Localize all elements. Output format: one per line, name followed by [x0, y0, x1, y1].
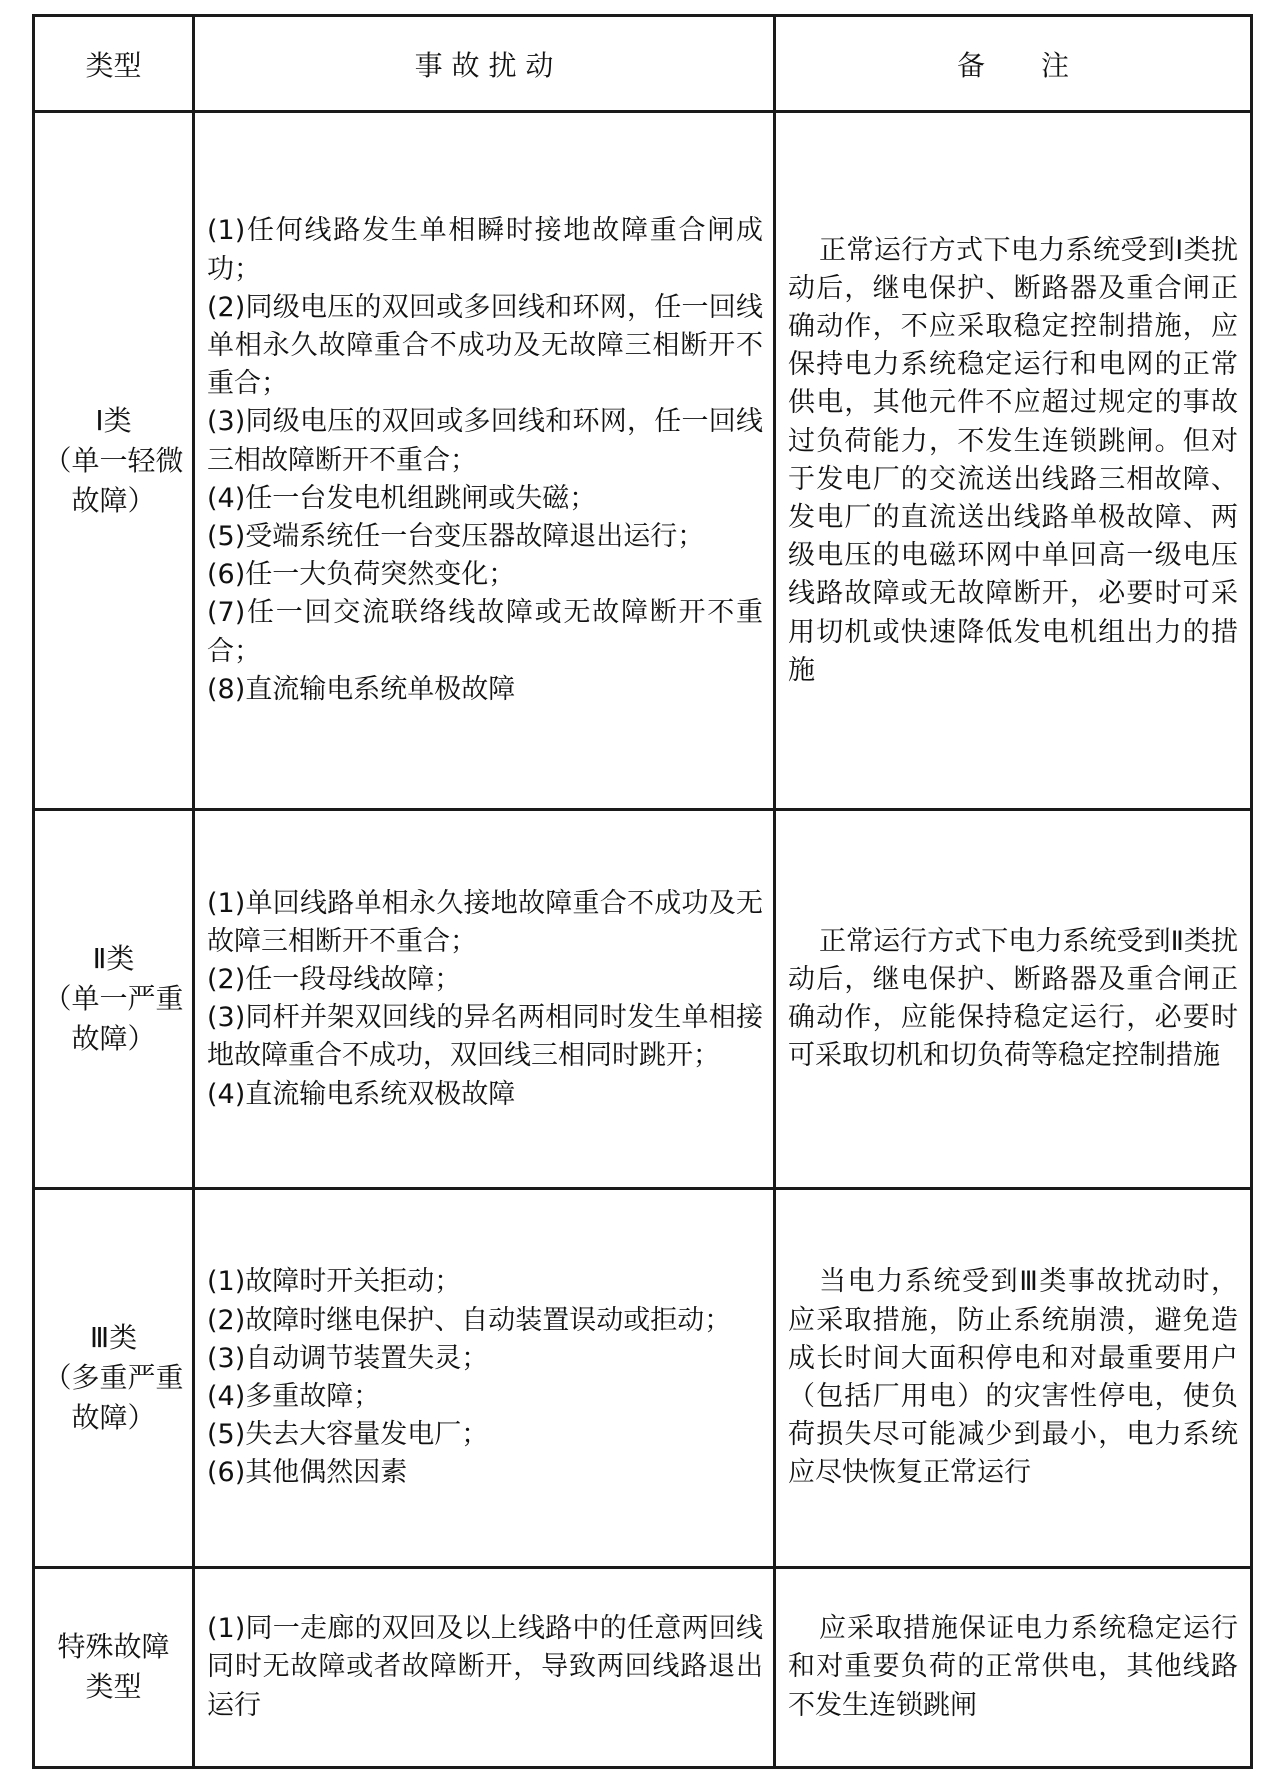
header-event: 事 故 扰 动 [194, 16, 775, 112]
event-item: (5)失去大容量发电厂； [207, 1419, 489, 1451]
type-label: （多重严重 [43, 1361, 184, 1395]
event-item: (4)多重故障； [207, 1381, 381, 1413]
event-cell [194, 112, 775, 810]
type-label: Ⅰ类 [95, 403, 132, 437]
event-cell [194, 810, 775, 1189]
note-text: 正常运行方式下电力系统受到Ⅰ类扰动后，继电保护、断路器及重合闸正确动作，不应采取稳定控制措施，应保持电力系统稳定运行和电网的正常供电，其他元件不应超过规定的事故过负荷能力，不发生连锁跳闸。但对于发电厂的交流送出线路三相故障、发电厂的直流送出线路单极故障、两级电压的电磁环网中单回高一级电压线路故障或无故障断开，必要时可采用切机或快速降低发电机组出力的措施 [788, 234, 1238, 686]
event-item: (2)故障时继电保护、自动装置误动或拒动； [207, 1304, 732, 1336]
note-cell [775, 810, 1252, 1189]
note-text: 正常运行方式下电力系统受到Ⅱ类扰动后，继电保护、断路器及重合闸正确动作，应能保持稳定运行，必要时可采取切机和切负荷等稳定控制措施 [788, 925, 1238, 1072]
type-cell [34, 1189, 194, 1568]
event-item: (6)任一大负荷突然变化； [207, 559, 516, 591]
type-label: （单一轻微 [43, 443, 184, 477]
note-cell [775, 112, 1252, 810]
note-cell [775, 1567, 1252, 1767]
type-label: 故障） [71, 483, 156, 517]
table-row-class-1 [34, 112, 1252, 810]
type-label: （单一严重 [43, 982, 184, 1016]
table-row-special [34, 1567, 1252, 1767]
event-item: (2)任一段母线故障； [207, 964, 462, 996]
type-cell [34, 810, 194, 1189]
event-item: (4)任一台发电机组跳闸或失磁； [207, 482, 597, 514]
event-item: (3)自动调节装置失灵； [207, 1342, 489, 1374]
event-item: (1)故障时开关拒动； [207, 1266, 462, 1298]
note-cell [775, 1189, 1252, 1568]
event-item: (4)直流输电系统双极故障 [207, 1078, 516, 1110]
event-cell [194, 1189, 775, 1568]
event-item: (3)同级电压的双回或多回线和环网，任一回线三相故障断开不重合； [207, 406, 763, 476]
event-item: (5)受端系统任一台变压器故障退出运行； [207, 521, 705, 553]
type-cell [34, 1567, 194, 1767]
table-header-row [34, 16, 1252, 112]
type-label: 故障） [71, 1401, 156, 1435]
event-item: (6)其他偶然因素 [207, 1457, 408, 1489]
table-row-class-2 [34, 810, 1252, 1189]
event-item: (1)任何线路发生单相瞬时接地故障重合闸成功； [207, 215, 763, 285]
note-text: 当电力系统受到Ⅲ类事故扰动时，应采取措施，防止系统崩溃，避免造成长时间大面积停电和对最重要用户（包括厂用电）的灾害性停电，使负荷损失尽可能减少到最小，电力系统应尽快恢复正常运行 [788, 1266, 1238, 1489]
note-text: 应采取措施保证电力系统稳定运行和对重要负荷的正常供电，其他线路不发生连锁跳闸 [788, 1613, 1238, 1721]
event-cell [194, 1567, 775, 1767]
type-label: 特殊故障 [57, 1630, 170, 1664]
type-label: 类型 [85, 1670, 142, 1704]
header-type: 类型 [34, 16, 194, 112]
event-item: (3)同杆并架双回线的异名两相同时发生单相接地故障重合不成功，双回线三相同时跳开； [207, 1002, 763, 1072]
table-row-class-3 [34, 1189, 1252, 1568]
event-item: (2)同级电压的双回或多回线和环网，任一回线单相永久故障重合不成功及无故障三相断开不重合； [207, 291, 763, 400]
event-item: (8)直流输电系统单极故障 [207, 673, 516, 705]
event-item: (1)单回线路单相永久接地故障重合不成功及无故障三相断开不重合； [207, 887, 763, 957]
header-note: 备 注 [775, 16, 1252, 112]
type-cell [34, 112, 194, 810]
type-label: 故障） [71, 1022, 156, 1056]
disturbance-classification-table [32, 14, 1253, 1769]
type-label: Ⅱ类 [92, 942, 135, 976]
type-label: Ⅲ类 [89, 1321, 138, 1355]
event-item: (7)任一回交流联络线故障或无故障断开不重合； [207, 597, 763, 667]
event-item: (1)同一走廊的双回及以上线路中的任意两回线同时无故障或者故障断开，导致两回线路退出运行 [207, 1613, 763, 1721]
